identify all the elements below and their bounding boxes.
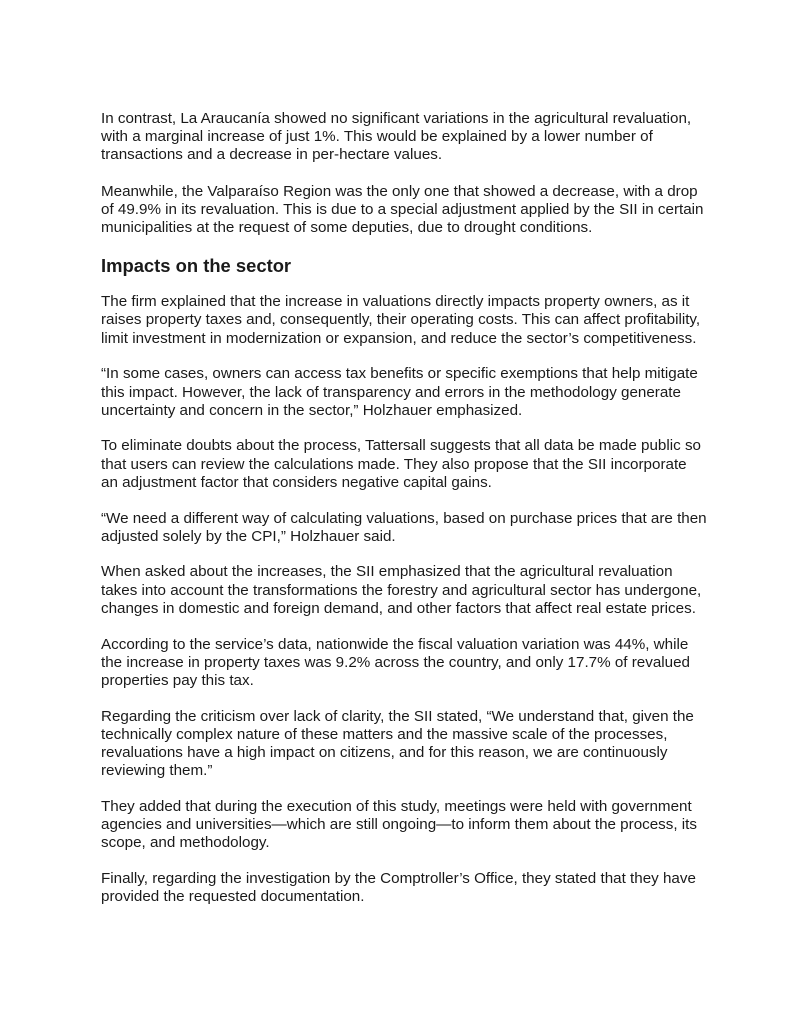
paragraph-quote-cpi: “We need a different way of calculating valuations, based on purchase prices that are then adjusted solely by the CPI,” Holzhauer said. (101, 509, 707, 545)
paragraph-tattersall-proposal: To eliminate doubts about the process, Tattersall suggests that all data be made public so that users can review the calculations made. They also propose that the SII incorporate an adjustment factor that considers negative capital gains. (101, 437, 701, 491)
paragraph-sii-response: When asked about the increases, the SII emphasized that the agricultural revaluation takes into account the transformations the forestry and agricultural sector has undergone, changes in domestic and foreign demand, and other factors that affect real estate prices. (101, 563, 702, 617)
paragraph-service-data: According to the service’s data, nationwide the fiscal valuation variation was 44%, while the increase in property taxes was 9.2% across the country, and only 17.7% of revalued properties pay this tax. (101, 635, 690, 689)
paragraph-valparaiso: Meanwhile, the Valparaíso Region was the only one that showed a decrease, with a drop of 49.9% in its revaluation. This is due to a special adjustment applied by the SII in certain municipalities at the request of some deputies, due to drought conditions. (101, 182, 704, 237)
paragraph-quote-tax-benefits: “In some cases, owners can access tax benefits or specific exemptions that help mitigate this impact. However, the lack of transparency and errors in the methodology generate uncertainty and concern in the sector,” Holzhauer emphasized. (101, 365, 698, 419)
paragraph-meetings: They added that during the execution of this study, meetings were held with government agencies and universities—which are still ongoing—to inform them about the process, its scope, and methodology. (101, 797, 697, 852)
section-heading: Impacts on the sector (101, 255, 292, 277)
document-page (101, 110, 707, 907)
paragraph-impacts: The firm explained that the increase in valuations directly impacts property owners, as it raises property taxes and, consequently, their operating costs. This can affect profitability, limit investment in modernization or expansion, and reduce the sector’s competitiveness. (101, 293, 701, 347)
paragraph-comptroller: Finally, regarding the investigation by the Comptroller’s Office, they stated that they have provided the requested documentation. (101, 870, 696, 906)
paragraph-clarity-criticism: Regarding the criticism over lack of clarity, the SII stated, “We understand that, given the technically complex nature of these matters and the massive scale of the processes, revaluations have a high impact on citizens, and for this reason, we are continuously reviewing them.” (101, 707, 694, 780)
paragraph-araucania: In contrast, La Araucanía showed no significant variations in the agricultural revaluation, with a marginal increase of just 1%. This would be explained by a lower number of transactions and a decrease in per-hectare values. (101, 110, 692, 164)
